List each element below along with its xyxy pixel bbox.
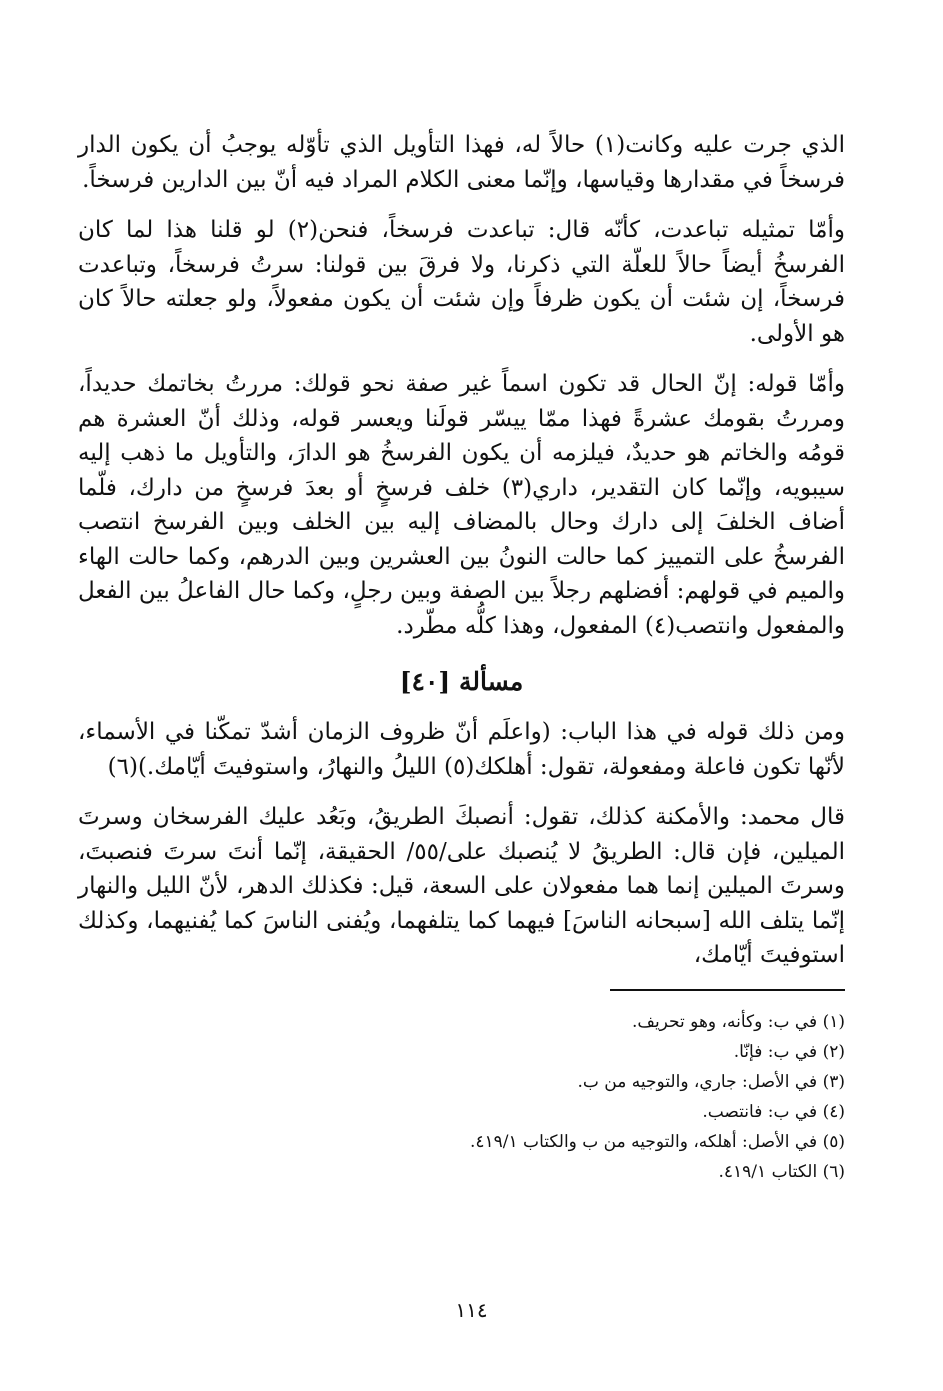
- paragraph-5: قال محمد: والأمكنة كذلك، تقول: أنصبكَ الطريقُ، وبَعُد عليك الفرسخان وسرتَ الميلين، فإن قال: الطريقُ لا يُنصبك على/٥٥/ الحقيقة، إنّما أنتَ سرتَ فنصبتَ، وسرتَ الميلين إنما هما مفعولان على السعة، قيل: فكذلك الدهر، لأنّ الليل والنهار إنّما يتلف الله [سبحانه الناسَ] فيهما كما يتلفهما، ويُفنى الناسَ كما يُفنيهما، وكذلك استوفيتَ أيّامك،: [78, 804, 845, 968]
- footnote-3: (٣) في الأصل: جاري، والتوجيه من ب.: [577, 1071, 845, 1092]
- footnote-divider: [610, 989, 845, 991]
- paragraph-2: وأمّا تمثيله تباعدت، كأنّه قال: تباعدت فرسخاً، فنحن(٢) لو قلنا هذا لما كان الفرسخُ أيضاً حالاً للعلّة التي ذكرنا، ولا فرقَ بين قولنا: سرتُ فرسخاً، وتباعدت فرسخاً، إن شئت أن يكون ظرفاً وإن شئت أن يكون مفعولاً، ولو جعلته حالاً كان هو الأولى.: [78, 217, 845, 347]
- footnote-4: (٤) في ب: فانتصب.: [702, 1101, 845, 1122]
- footnotes: [78, 1007, 845, 1187]
- footnote-5: (٥) في الأصل: أهلكه، والتوجيه من ب والكتاب ٤١٩/١.: [469, 1131, 845, 1152]
- paragraph-4: ومن ذلك قوله في هذا الباب: (واعلَم أنّ ظروف الزمان أشدّ تمكّنا في الأسماء، لأنّها تكون فاعلة ومفعولة، تقول: أهلكك(٥) الليلُ والنهارُ، واستوفيتَ أيّامك.)(٦): [78, 719, 845, 780]
- footnote-6: (٦) الكتاب ٤١٩/١.: [718, 1161, 845, 1182]
- paragraph-1: الذي جرت عليه وكانت(١) حالاً له، فهذا التأويل الذي تأوّله يوجبُ أن يكون الدار فرسخاً في مقدارها وقياسها، وإنّما معنى الكلام المراد فيه أنّ بين الدارين فرسخاً.: [78, 132, 845, 193]
- paragraph-3: وأمّا قوله: إنّ الحال قد تكون اسماً غير صفة نحو قولك: مررتُ بخاتمك حديداً، ومررتُ بقومك عشرةً فهذا ممّا ييسّر قولَنا ويعسر قوله، وذلك أنّ العشرة هم قومُه والخاتم هو حديدٌ، فيلزمه أن يكون الفرسخُ هو الدارَ، والتأويل ما ذهب إليه سيبويه، وإنّما كان التقدير، داري(٣) خلف فرسخٍ أو بعدَ فرسخٍ من دارك، فلّما أضاف الخلفَ إلى دارك وحال بالمضاف إليه بين الخلف وبين الفرسخ انتصب الفرسخُ على التمييز كما حالت النونُ بين العشرين وبين الدرهم، وكما حالت الهاء والميم في قولهم: أفضلهم رجلاً بين الصفة وبين رجلٍ، وكما حال الفاعلُ بين الفعل والمفعول وانتصب(٤) المفعول، وهذا كلُّه مطّرد.: [78, 371, 845, 639]
- section-heading: مسألة [٤٠]: [399, 667, 524, 696]
- page-number: ١١٤: [455, 1298, 488, 1322]
- footnote-1: (١) في ب: وكأنه، وهو تحريف.: [631, 1011, 845, 1032]
- footnote-2: (٢) في ب: فإنّا.: [733, 1041, 845, 1062]
